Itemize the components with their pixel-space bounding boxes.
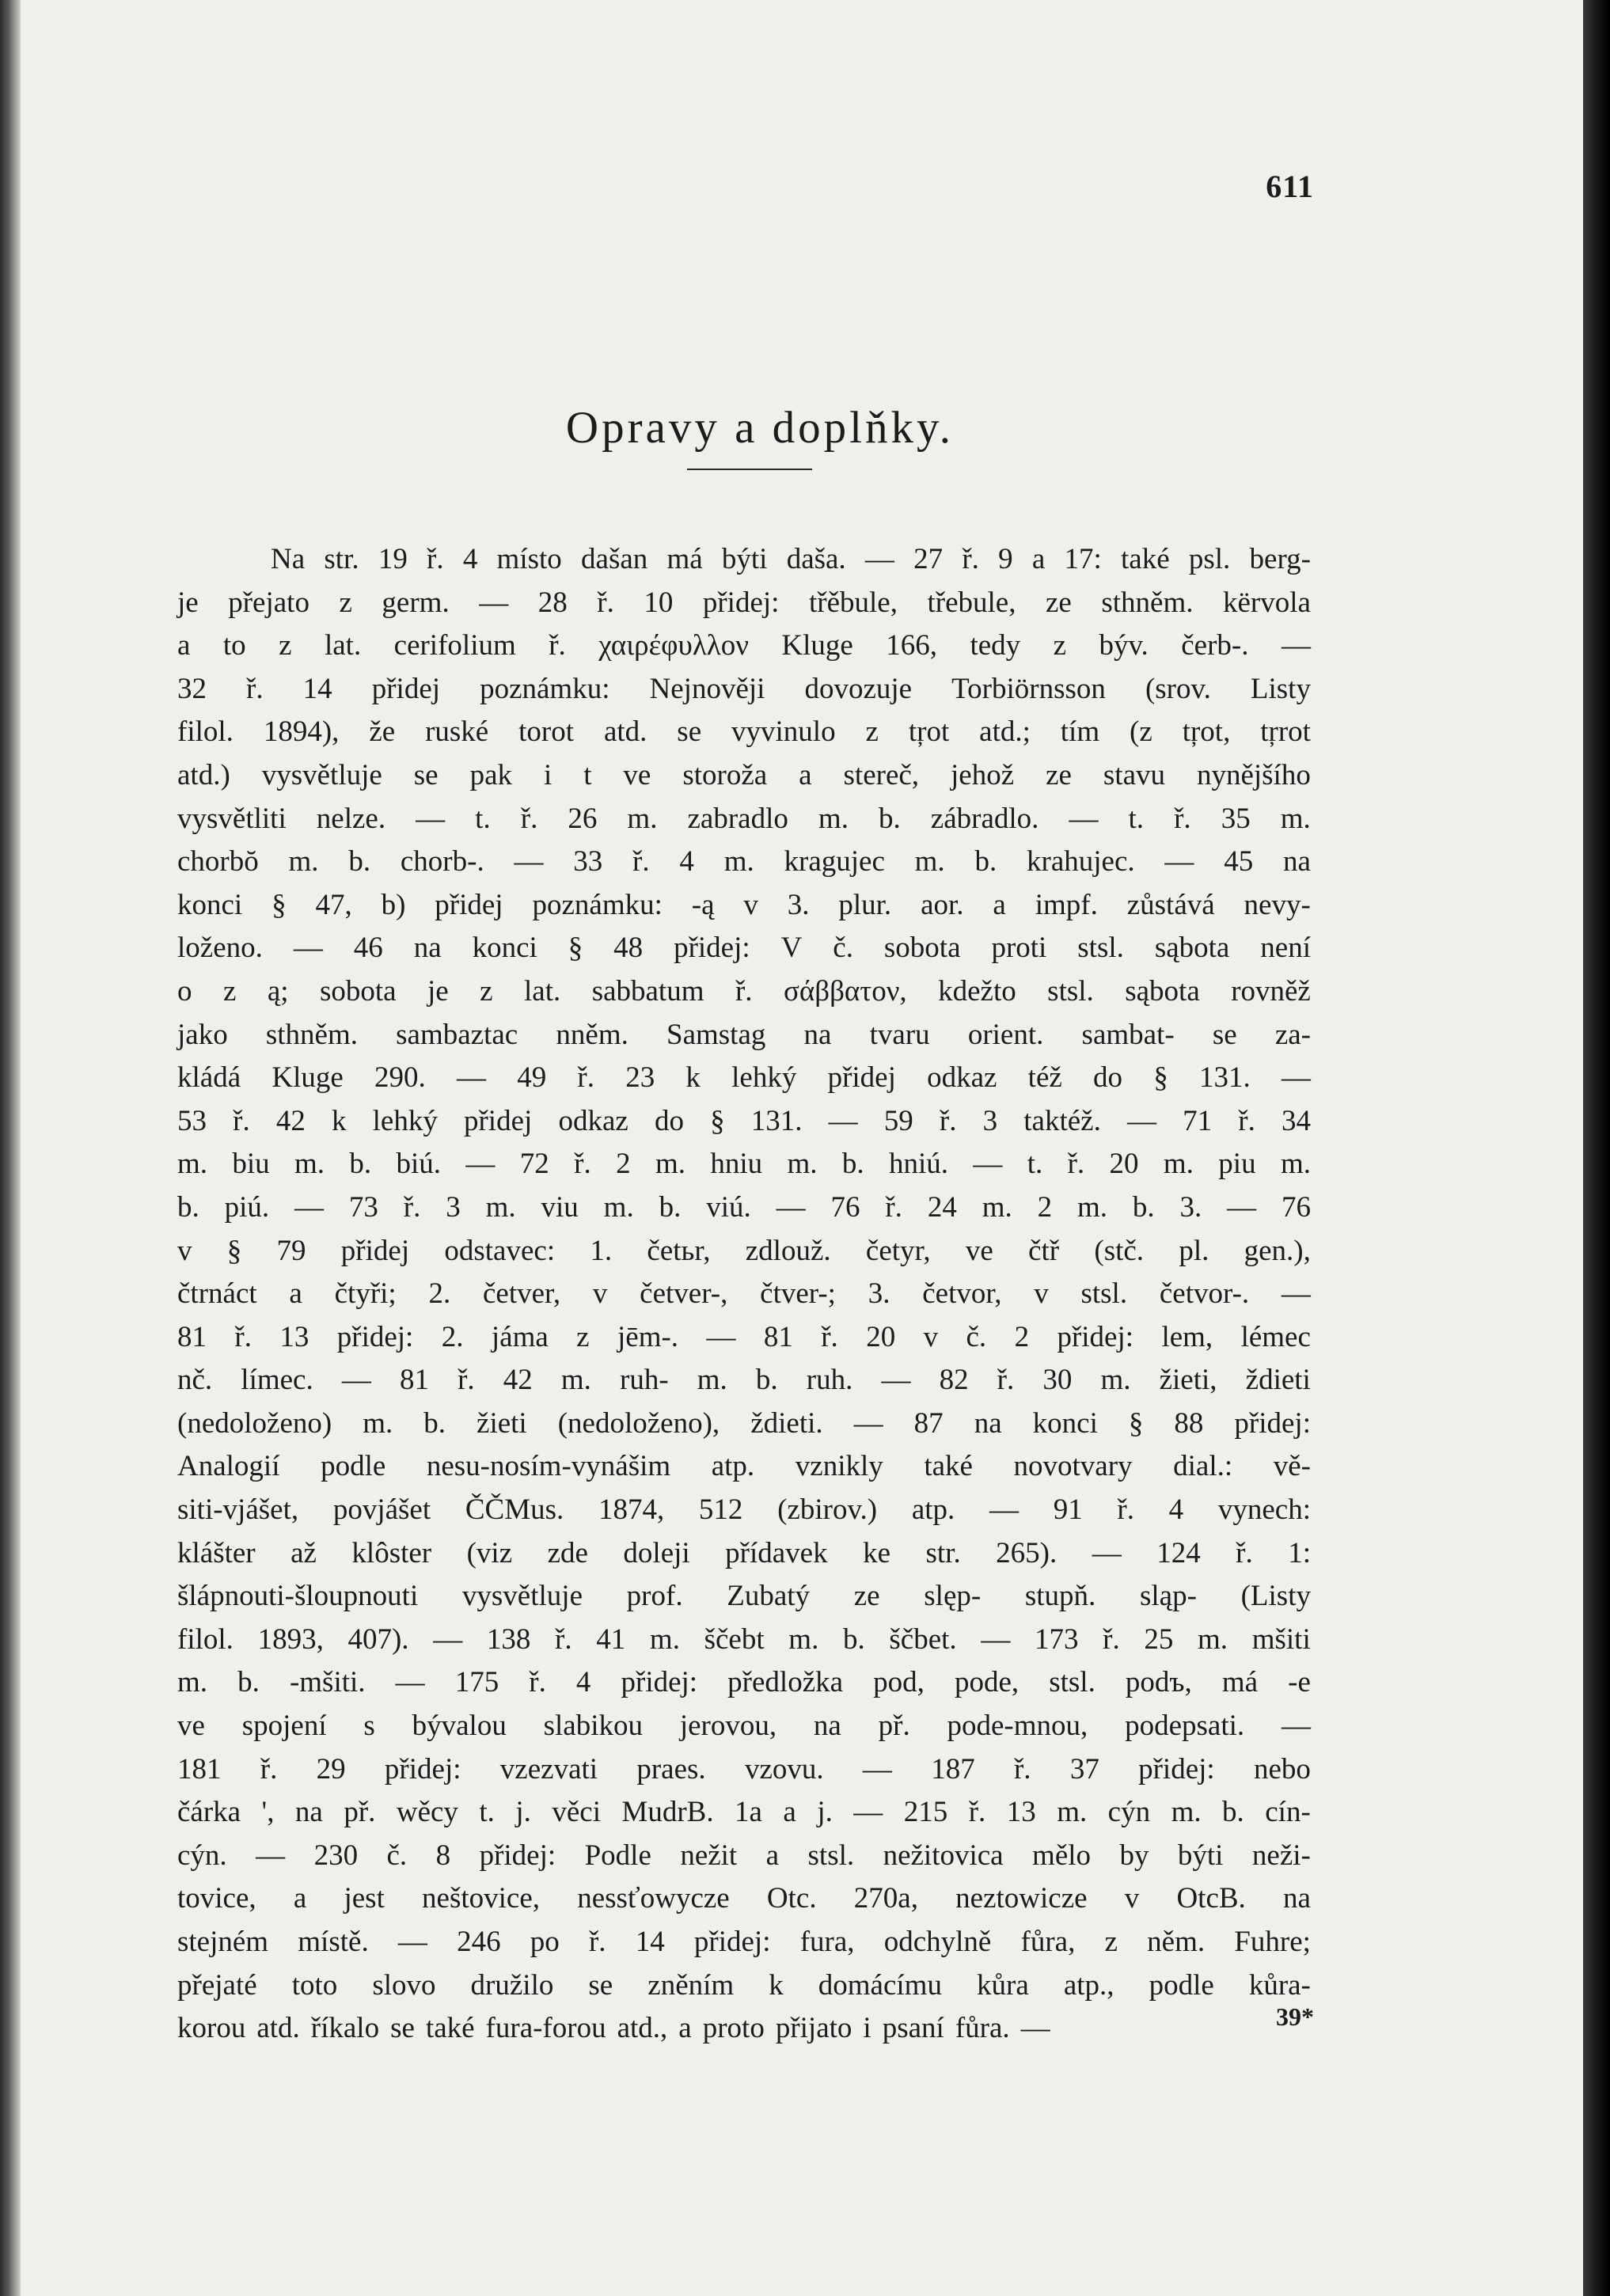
text-line: filol. 1893, 407). — 138 ř. 41 m. ščebt m. b. ščbet. — 173 ř. 25 m. mšiti: [177, 1622, 1311, 1656]
text-line: o z ą; sobota je z lat. sabbatum ř. σάββατον, kdežto stsl. sąbota rovněž: [177, 974, 1311, 1008]
text-line: v § 79 přidej odstavec: 1. četьr, zdlouž. četyr, ve čtř (stč. pl. gen.),: [177, 1234, 1311, 1267]
text-line: kládá Kluge 290. — 49 ř. 23 k lehký přidej odkaz též do § 131. —: [177, 1061, 1311, 1095]
text-line: Analogií podle nesu-nosím-vynášim atp. vznikly také novotvary dial.: vě-: [177, 1450, 1311, 1483]
text-line: loženo. — 46 na konci § 48 přidej: V č. sobota proti stsl. sąbota není: [177, 932, 1311, 965]
text-line: korou atd. říkalo se také fura-forou atd., a proto přijato i psaní fůra. —: [177, 2012, 1050, 2045]
text-line: filol. 1894), že ruské torot atd. se vyvinulo z tŗot atd.; tím (z tŗot, tŗrot: [177, 715, 1311, 749]
text-line: chorbŏ m. b. chorb-. — 33 ř. 4 m. kragujec m. b. krahujec. — 45 na: [177, 845, 1311, 879]
text-line: ve spojení s bývalou slabikou jerovou, na př. pode-mnou, podepsati. —: [177, 1710, 1311, 1743]
text-line: nč. límec. — 81 ř. 42 m. ruh- m. b. ruh. — 82 ř. 30 m. žieti, ždieti: [177, 1364, 1311, 1397]
text-line: a to z lat. cerifolium ř. χαιρέφυλλον Kluge 166, tedy z býv. čerb-. —: [177, 629, 1311, 662]
text-line: cýn. — 230 č. 8 přidej: Podle nežit a stsl. nežitovica mělo by býti neži-: [177, 1839, 1311, 1872]
text-line: konci § 47, b) přidej poznámku: -ą v 3. plur. aor. a impf. zůstává nevy-: [177, 888, 1311, 921]
section-title: Opravy a doplňky.: [565, 403, 955, 454]
text-line: siti-vjášet, povjášet ČČMus. 1874, 512 (zbirov.) atp. — 91 ř. 4 vynech:: [177, 1493, 1311, 1527]
text-line: 53 ř. 42 k lehký přidej odkaz do § 131. — 59 ř. 3 taktéž. — 71 ř. 34: [177, 1104, 1311, 1137]
page-number: 611: [1266, 169, 1314, 204]
text-line: m. b. -mšiti. — 175 ř. 4 přidej: předložka pod, pode, stsl. podъ, má -e: [177, 1666, 1311, 1699]
text-line: šlápnouti-šloupnouti vysvětluje prof. Zubatý ze slęp- stupň. sląp- (Listy: [177, 1580, 1311, 1613]
text-line: (nedoloženo) m. b. žieti (nedoloženo), ždieti. — 87 na konci § 88 přidej:: [177, 1406, 1311, 1440]
signature-mark: 39*: [1276, 2002, 1314, 2031]
text-line: klášter až klôster (viz zde doleji přídavek ke str. 265). — 124 ř. 1:: [177, 1536, 1311, 1569]
title-divider: [687, 469, 812, 470]
text-line: čárka ', na př. wěcy t. j. věci MudrB. 1a a j. — 215 ř. 13 m. cýn m. b. cín-: [177, 1796, 1311, 1829]
text-line: čtrnáct a čtyři; 2. četver, v četver-, čtver-; 3. četvor, v stsl. četvor-. —: [177, 1277, 1311, 1311]
scan-edge: [1583, 0, 1610, 2296]
text-line: stejném místě. — 246 po ř. 14 přidej: fura, odchylně fůra, z něm. Fuhre;: [177, 1926, 1311, 1958]
gutter-shadow: [0, 0, 21, 2296]
text-line: m. biu m. b. biú. — 72 ř. 2 m. hniu m. b. hniú. — t. ř. 20 m. piu m.: [177, 1148, 1311, 1181]
text-line: vysvětliti nelze. — t. ř. 26 m. zabradlo m. b. zábradlo. — t. ř. 35 m.: [177, 802, 1311, 835]
text-line: jako sthněm. sambaztac nněm. Samstag na tvaru orient. sambat- se za-: [177, 1018, 1311, 1051]
text-line: přejaté toto slovo družilo se zněním k domácímu kůra atp., podle kůra-: [177, 1968, 1311, 2002]
text-line: 81 ř. 13 přidej: 2. jáma z jēm-. — 81 ř. 20 v č. 2 přidej: lem, lémec: [177, 1320, 1311, 1353]
text-line: atd.) vysvětluje se pak i t ve storoža a stereč, jehož ze stavu nynějšího: [177, 758, 1311, 791]
text-line: 181 ř. 29 přidej: vzezvati praes. vzovu. — 187 ř. 37 přidej: nebo: [177, 1752, 1311, 1786]
text-line: b. piú. — 73 ř. 3 m. viu m. b. viú. — 76 ř. 24 m. 2 m. b. 3. — 76: [177, 1190, 1311, 1224]
text-line: tovice, a jest neštovice, nessťowycze Otc. 270a, neztowicze v OtcB. na: [177, 1882, 1311, 1915]
text-line: 32 ř. 14 přidej poznámku: Nejnověji dovozuje Torbiörnsson (srov. Listy: [177, 672, 1311, 705]
text-line: Na str. 19 ř. 4 místo dašan má býti daša. — 27 ř. 9 a 17: také psl. berg-: [271, 543, 1311, 575]
text-line: je přejato z germ. — 28 ř. 10 přidej: třěbule, třebule, ze sthněm. kërvola: [177, 586, 1311, 619]
errata-text: [177, 538, 1311, 2051]
